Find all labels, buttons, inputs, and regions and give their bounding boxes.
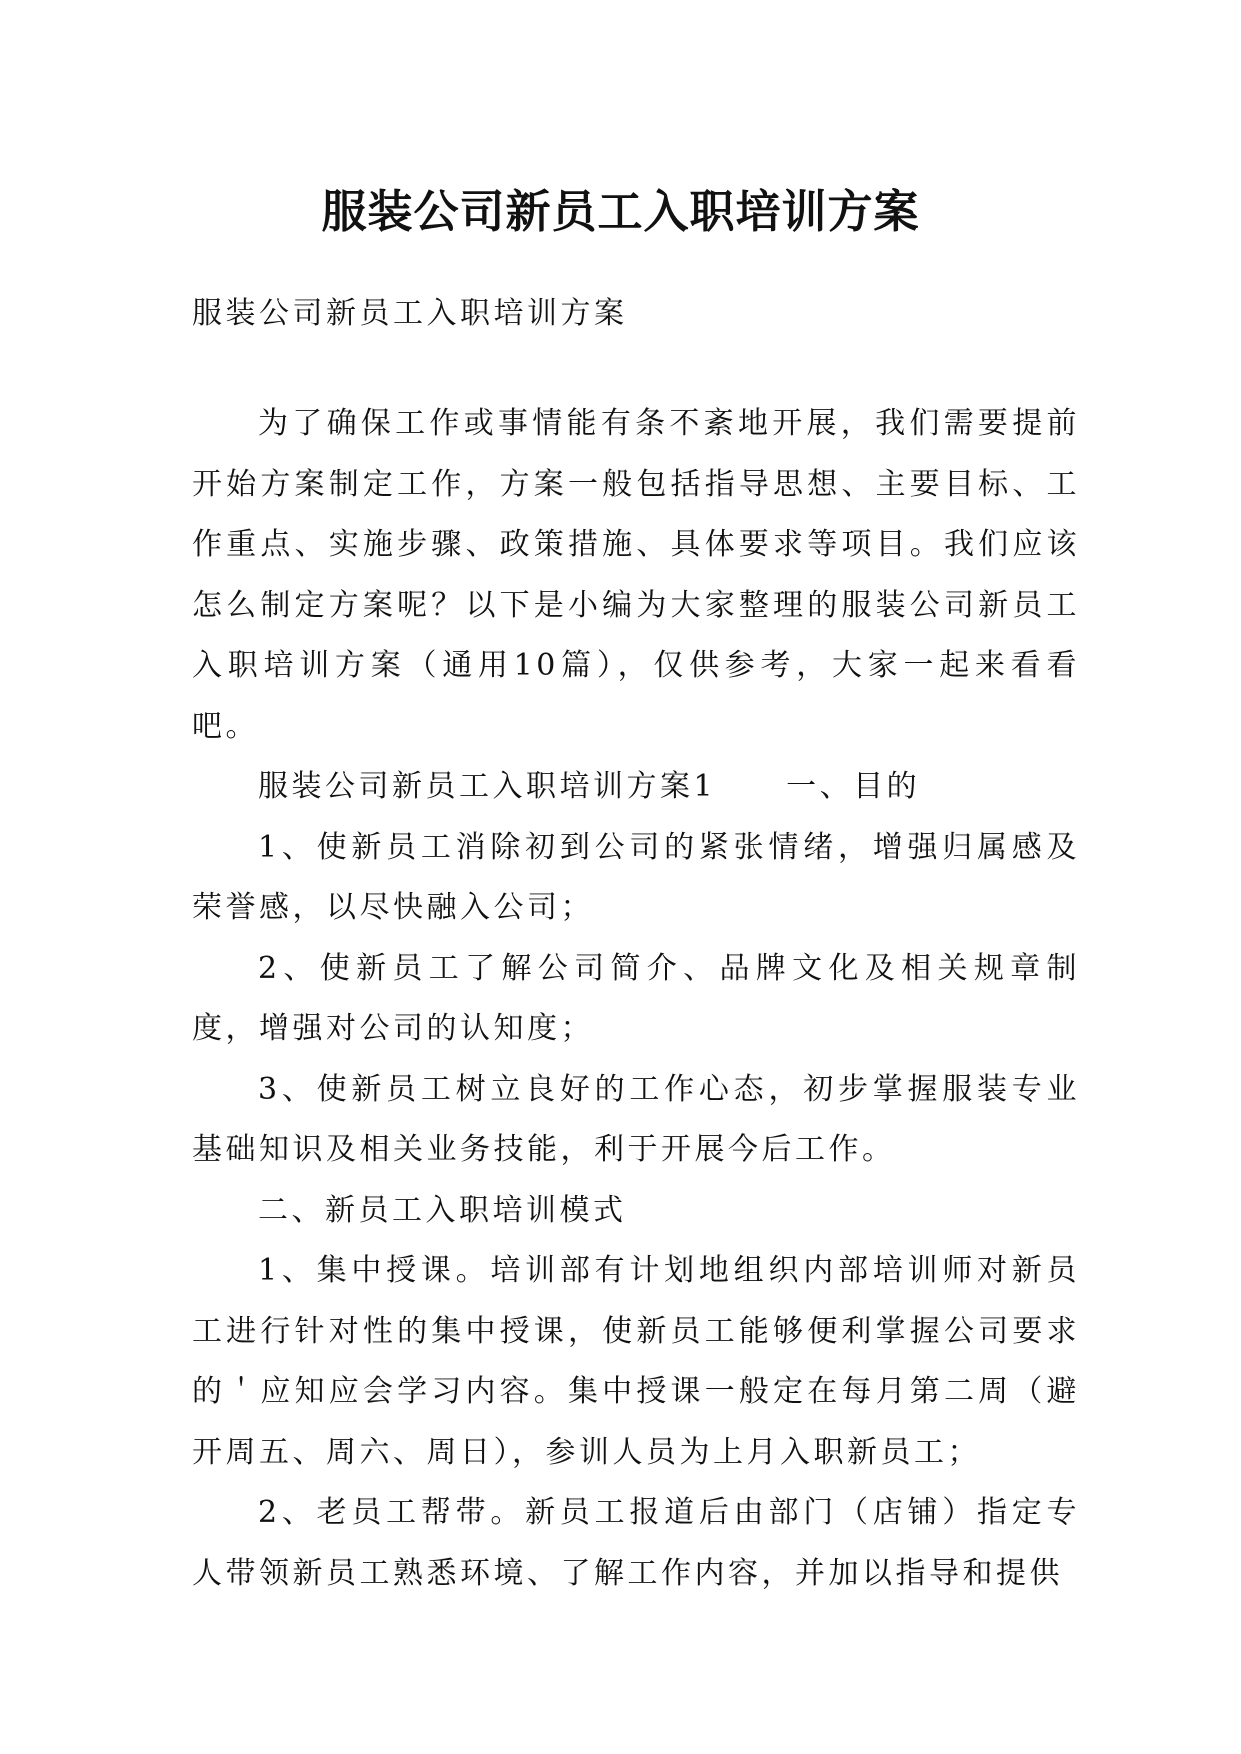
body-paragraph: 1、集中授课。培训部有计划地组织内部培训师对新员工进行针对性的集中授课，使新员工能够便利掌握公司要求的＇应知应会学习内容。集中授课一般定在每月第二周（避开周五、周六、周日），参训人员为上月入职新员工； (192, 1253, 1080, 1470)
body-paragraph: 3、使新员工树立良好的工作心态，初步掌握服装专业基础知识及相关业务技能，利于开展今后工作。 (192, 1071, 1080, 1167)
document-subtitle: 服装公司新员工入职培训方案 (192, 296, 628, 331)
section-title: 服装公司新员工入职培训方案1 (258, 769, 717, 804)
document-title: 服装公司新员工入职培训方案 (321, 185, 920, 239)
section-heading-line (192, 757, 1080, 818)
body-paragraph: 2、使新员工了解公司简介、品牌文化及相关规章制度，增强对公司的认知度； (192, 950, 1080, 1046)
section-heading-paragraph: 二、新员工入职培训模式 (258, 1192, 627, 1228)
section-heading: 一、目的 (786, 769, 921, 804)
intro-paragraph: 为了确保工作或事情能有条不紊地开展，我们需要提前开始方案制定工作，方案一般包括指导思想、主要目标、工作重点、实施步骤、政策措施、具体要求等项目。我们应该怎么制定方案呢？以下是小编为大家整理的服装公司新员工入职培训方案（通用10篇），仅供参考，大家一起来看看吧。 (192, 406, 1080, 744)
document-body (192, 284, 1080, 1604)
body-paragraph: 1、使新员工消除初到公司的紧张情绪，增强归属感及荣誉感，以尽快融入公司； (192, 829, 1080, 925)
body-paragraph: 2、老员工帮带。新员工报道后由部门（店铺）指定专人带领新员工熟悉环境、了解工作内容，并加以指导和提供 (192, 1495, 1080, 1591)
